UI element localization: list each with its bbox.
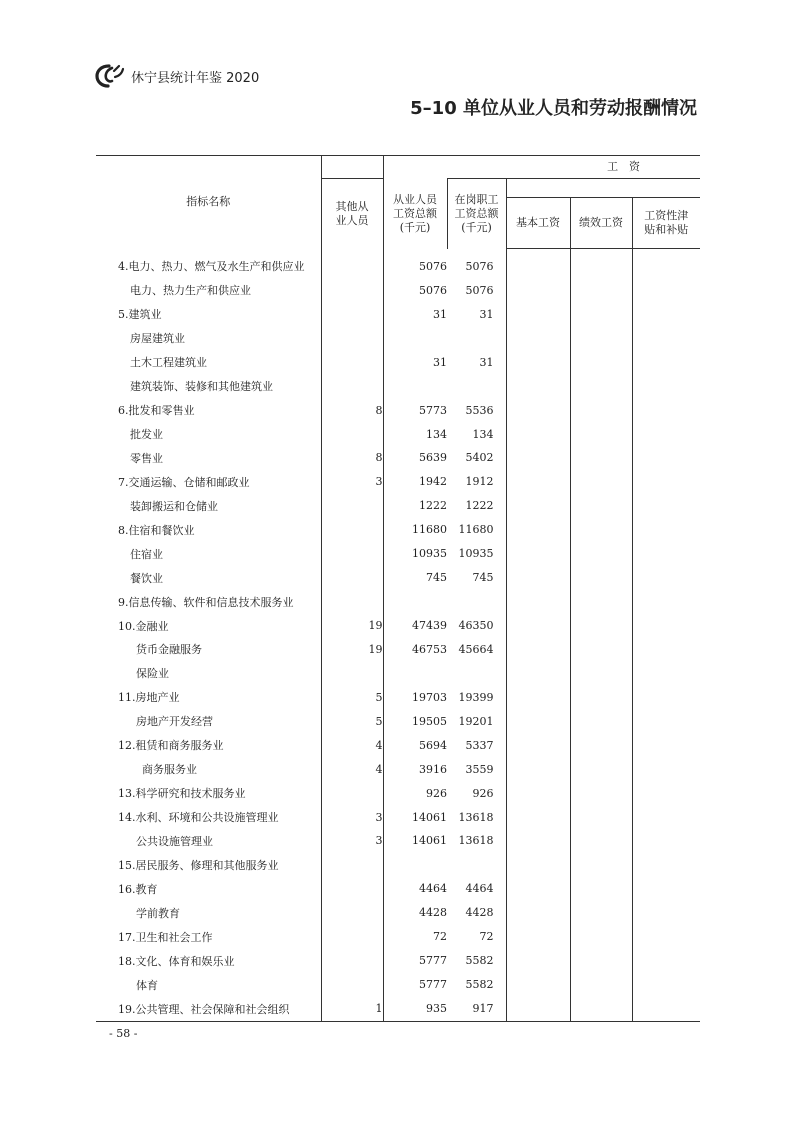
- row-onpost-wages: 13618: [458, 834, 494, 848]
- row-allowance: [632, 422, 700, 446]
- row-basic: [506, 805, 570, 829]
- row-basic: [506, 398, 570, 422]
- row-other-staff: [321, 590, 383, 614]
- table-row: [96, 470, 700, 494]
- row-performance: [570, 470, 632, 494]
- row-basic: [506, 422, 570, 446]
- row-name: 4.电力、热力、燃气及水生产和供应业: [118, 260, 305, 274]
- row-performance: [570, 542, 632, 566]
- row-name: 16.教育: [118, 882, 158, 896]
- row-onpost-wages: 5536: [465, 403, 494, 417]
- row-allowance: [632, 470, 700, 494]
- row-onpost-wages: [447, 374, 506, 398]
- row-name: 7.交通运输、仓储和邮政业: [118, 475, 250, 489]
- row-other-staff: [321, 326, 383, 350]
- row-basic: [506, 566, 570, 590]
- row-allowance: [632, 446, 700, 470]
- row-allowance: [632, 374, 700, 398]
- row-total-wages: 10935: [383, 542, 447, 566]
- page-title: 5–10 单位从业人员和劳动报酬情况: [410, 98, 697, 119]
- row-name: 土木工程建筑业: [130, 356, 207, 370]
- row-name: 保险业: [136, 667, 169, 681]
- row-performance: [570, 590, 632, 614]
- row-basic: [506, 685, 570, 709]
- row-onpost-wages: 926: [472, 786, 494, 800]
- row-allowance: [632, 733, 700, 757]
- header-basic: 基本工资: [506, 198, 570, 249]
- row-total-wages: 5639: [383, 446, 447, 470]
- row-onpost-wages: 13618: [458, 810, 494, 824]
- row-performance: [570, 949, 632, 973]
- header-allowance-text: 工资性津贴和补贴: [644, 209, 689, 236]
- row-onpost-wages: 46350: [458, 619, 494, 633]
- row-name: 15.居民服务、修理和其他服务业: [118, 858, 279, 872]
- row-other-staff: [321, 925, 383, 949]
- yearbook-logo-icon: [95, 63, 125, 89]
- row-basic: [506, 590, 570, 614]
- header-wages-group: 工 资: [383, 156, 700, 179]
- row-basic: [506, 877, 570, 901]
- row-allowance: [632, 661, 700, 685]
- table-row: [96, 685, 700, 709]
- row-onpost-wages: 5402: [465, 451, 494, 465]
- row-name: 10.金融业: [118, 619, 169, 633]
- row-onpost-wages: 31: [479, 355, 494, 369]
- row-onpost-wages: [447, 661, 506, 685]
- table-row: [96, 757, 700, 781]
- table-row: [96, 278, 700, 302]
- row-other-staff: [321, 302, 383, 326]
- row-onpost-wages: 31: [479, 307, 494, 321]
- row-basic: [506, 518, 570, 542]
- row-allowance: [632, 249, 700, 279]
- row-performance: [570, 278, 632, 302]
- row-total-wages: 134: [383, 422, 447, 446]
- row-allowance: [632, 781, 700, 805]
- row-total-wages: 19505: [383, 709, 447, 733]
- table-row: [96, 422, 700, 446]
- row-onpost-wages: [447, 853, 506, 877]
- row-basic: [506, 614, 570, 638]
- row-other-staff: 5: [321, 685, 383, 709]
- row-performance: [570, 877, 632, 901]
- row-other-staff: 3: [321, 829, 383, 853]
- row-basic: [506, 829, 570, 853]
- header-total-wages: [383, 179, 447, 249]
- row-performance: [570, 446, 632, 470]
- table-row: [96, 661, 700, 685]
- row-basic: [506, 901, 570, 925]
- table-row: [96, 350, 700, 374]
- row-other-staff: [321, 661, 383, 685]
- row-total-wages: 926: [383, 781, 447, 805]
- row-basic: [506, 853, 570, 877]
- row-name: 房屋建筑业: [130, 332, 185, 346]
- row-total-wages: 72: [383, 925, 447, 949]
- row-name: 商务服务业: [142, 763, 197, 777]
- row-allowance: [632, 350, 700, 374]
- row-onpost-wages: 5076: [465, 259, 494, 273]
- row-performance: [570, 302, 632, 326]
- row-onpost-wages: 19399: [458, 690, 494, 704]
- row-performance: [570, 685, 632, 709]
- row-other-staff: [321, 249, 383, 279]
- row-total-wages: 3916: [383, 757, 447, 781]
- row-name: 装卸搬运和仓储业: [130, 499, 218, 513]
- row-other-staff: [321, 278, 383, 302]
- row-onpost-wages: 745: [472, 571, 494, 585]
- row-performance: [570, 249, 632, 279]
- row-basic: [506, 494, 570, 518]
- table-row: [96, 925, 700, 949]
- row-onpost-wages: 3559: [465, 762, 494, 776]
- row-name: 5.建筑业: [118, 308, 162, 322]
- row-onpost-wages: 10935: [458, 547, 494, 561]
- row-other-staff: [321, 853, 383, 877]
- table-row: [96, 973, 700, 997]
- table-row: [96, 709, 700, 733]
- row-total-wages: 14061: [383, 829, 447, 853]
- row-other-staff: 8: [321, 446, 383, 470]
- row-basic: [506, 302, 570, 326]
- row-basic: [506, 249, 570, 279]
- row-name: 房地产开发经营: [136, 715, 213, 729]
- table-body: [96, 249, 700, 1022]
- row-allowance: [632, 302, 700, 326]
- row-allowance: [632, 278, 700, 302]
- row-onpost-wages: 5582: [465, 978, 494, 992]
- table-row: [96, 901, 700, 925]
- row-name: 住宿业: [130, 547, 163, 561]
- row-performance: [570, 925, 632, 949]
- row-total-wages: 19703: [383, 685, 447, 709]
- row-allowance: [632, 494, 700, 518]
- row-name: 货币金融服务: [136, 643, 202, 657]
- row-name: 9.信息传输、软件和信息技术服务业: [118, 595, 294, 609]
- row-other-staff: [321, 350, 383, 374]
- row-other-staff: 3: [321, 470, 383, 494]
- row-basic: [506, 278, 570, 302]
- page-number: - 58 -: [109, 1027, 138, 1040]
- row-other-staff: [321, 374, 383, 398]
- header-total-wages-text: 从业人员工资总额(千元): [393, 192, 437, 234]
- header-onpost-wages: [447, 179, 506, 249]
- row-onpost-wages: 5337: [465, 738, 494, 752]
- row-performance: [570, 566, 632, 590]
- row-name: 12.租赁和商务服务业: [118, 739, 224, 753]
- page-header: [95, 62, 259, 90]
- row-basic: [506, 973, 570, 997]
- header-other-staff-text: 其他从业人员: [335, 199, 369, 227]
- row-basic: [506, 997, 570, 1021]
- row-performance: [570, 614, 632, 638]
- row-allowance: [632, 709, 700, 733]
- row-performance: [570, 518, 632, 542]
- row-total-wages: 46753: [383, 638, 447, 662]
- row-total-wages: 5694: [383, 733, 447, 757]
- row-performance: [570, 757, 632, 781]
- row-other-staff: 4: [321, 757, 383, 781]
- row-basic: [506, 446, 570, 470]
- row-allowance: [632, 925, 700, 949]
- row-total-wages: 47439: [383, 614, 447, 638]
- header-spacer-1: [321, 156, 383, 179]
- row-total-wages: 5076: [383, 278, 447, 302]
- row-basic: [506, 757, 570, 781]
- table-row: [96, 781, 700, 805]
- table-row: [96, 302, 700, 326]
- header-indicator: 指标名称: [96, 156, 321, 249]
- table-row: [96, 518, 700, 542]
- row-allowance: [632, 805, 700, 829]
- row-allowance: [632, 638, 700, 662]
- row-allowance: [632, 566, 700, 590]
- row-onpost-wages: [447, 590, 506, 614]
- row-allowance: [632, 829, 700, 853]
- wage-table: [96, 155, 700, 1022]
- row-other-staff: [321, 973, 383, 997]
- row-basic: [506, 925, 570, 949]
- row-other-staff: 5: [321, 709, 383, 733]
- row-total-wages: 5777: [383, 973, 447, 997]
- row-name: 18.文化、体育和娱乐业: [118, 954, 235, 968]
- row-total-wages: 11680: [383, 518, 447, 542]
- row-other-staff: [321, 422, 383, 446]
- table-row: [96, 997, 700, 1021]
- table-row: [96, 877, 700, 901]
- row-allowance: [632, 518, 700, 542]
- row-total-wages: 14061: [383, 805, 447, 829]
- row-performance: [570, 494, 632, 518]
- table-row: [96, 590, 700, 614]
- row-total-wages: 4428: [383, 901, 447, 925]
- row-onpost-wages: 4428: [465, 906, 494, 920]
- table-row: [96, 542, 700, 566]
- row-name: 14.水利、环境和公共设施管理业: [118, 811, 279, 825]
- row-name: 餐饮业: [130, 571, 163, 585]
- row-allowance: [632, 973, 700, 997]
- row-name: 13.科学研究和技术服务业: [118, 787, 246, 801]
- row-basic: [506, 661, 570, 685]
- row-allowance: [632, 757, 700, 781]
- header-performance: 绩效工资: [570, 198, 632, 249]
- table-row: [96, 374, 700, 398]
- row-total-wages: 4464: [383, 877, 447, 901]
- row-name: 公共设施管理业: [136, 834, 213, 848]
- row-performance: [570, 326, 632, 350]
- row-performance: [570, 350, 632, 374]
- row-name: 电力、热力生产和供应业: [130, 284, 251, 298]
- row-total-wages: [383, 374, 447, 398]
- row-basic: [506, 638, 570, 662]
- row-performance: [570, 638, 632, 662]
- row-performance: [570, 374, 632, 398]
- row-other-staff: 4: [321, 733, 383, 757]
- row-total-wages: 5773: [383, 398, 447, 422]
- row-name: 学前教育: [136, 906, 180, 920]
- header-subgroup-spacer: [506, 179, 700, 198]
- row-performance: [570, 733, 632, 757]
- row-onpost-wages: 5582: [465, 954, 494, 968]
- row-total-wages: [383, 590, 447, 614]
- row-performance: [570, 661, 632, 685]
- row-total-wages: 745: [383, 566, 447, 590]
- row-allowance: [632, 997, 700, 1021]
- table-row: [96, 249, 700, 279]
- row-total-wages: 31: [383, 302, 447, 326]
- row-onpost-wages: 11680: [458, 523, 494, 537]
- row-performance: [570, 973, 632, 997]
- row-onpost-wages: [447, 326, 506, 350]
- row-total-wages: 935: [383, 997, 447, 1021]
- row-basic: [506, 733, 570, 757]
- row-basic: [506, 542, 570, 566]
- row-allowance: [632, 901, 700, 925]
- row-total-wages: [383, 326, 447, 350]
- row-onpost-wages: 45664: [458, 642, 494, 656]
- row-performance: [570, 997, 632, 1021]
- row-performance: [570, 829, 632, 853]
- table-row: [96, 949, 700, 973]
- row-other-staff: [321, 518, 383, 542]
- row-onpost-wages: 134: [472, 427, 494, 441]
- row-other-staff: [321, 877, 383, 901]
- header-allowance: [632, 198, 700, 249]
- row-name: 批发业: [130, 428, 163, 442]
- row-performance: [570, 853, 632, 877]
- row-allowance: [632, 949, 700, 973]
- row-other-staff: 3: [321, 805, 383, 829]
- row-basic: [506, 949, 570, 973]
- row-other-staff: [321, 566, 383, 590]
- row-performance: [570, 709, 632, 733]
- row-other-staff: [321, 542, 383, 566]
- row-onpost-wages: 1912: [465, 475, 494, 489]
- row-name: 17.卫生和社会工作: [118, 930, 213, 944]
- row-name: 19.公共管理、社会保障和社会组织: [96, 997, 321, 1021]
- row-onpost-wages: 4464: [465, 882, 494, 896]
- row-name: 建筑装饰、装修和其他建筑业: [130, 380, 273, 394]
- row-name: 11.房地产业: [118, 691, 180, 705]
- row-performance: [570, 422, 632, 446]
- row-allowance: [632, 614, 700, 638]
- row-other-staff: 19: [321, 638, 383, 662]
- table-row: [96, 614, 700, 638]
- row-total-wages: 1222: [383, 494, 447, 518]
- row-other-staff: [321, 494, 383, 518]
- row-other-staff: 8: [321, 398, 383, 422]
- row-total-wages: 5076: [383, 249, 447, 279]
- row-performance: [570, 398, 632, 422]
- row-other-staff: [321, 781, 383, 805]
- row-basic: [506, 781, 570, 805]
- row-name: 6.批发和零售业: [118, 404, 195, 418]
- row-basic: [506, 326, 570, 350]
- table-row: [96, 398, 700, 422]
- row-onpost-wages: 1222: [465, 499, 494, 513]
- row-allowance: [632, 326, 700, 350]
- table-row: [96, 638, 700, 662]
- book-title: 休宁县统计年鉴 2020: [131, 70, 260, 86]
- row-allowance: [632, 398, 700, 422]
- row-basic: [506, 374, 570, 398]
- row-total-wages: [383, 661, 447, 685]
- row-onpost-wages: 5076: [465, 283, 494, 297]
- row-other-staff: [321, 949, 383, 973]
- row-total-wages: 31: [383, 350, 447, 374]
- row-other-staff: [321, 901, 383, 925]
- row-basic: [506, 709, 570, 733]
- row-total-wages: [383, 853, 447, 877]
- row-name: 零售业: [130, 451, 163, 465]
- table-row: [96, 446, 700, 470]
- row-total-wages: 1942: [383, 470, 447, 494]
- row-performance: [570, 781, 632, 805]
- row-basic: [506, 350, 570, 374]
- table-row: [96, 805, 700, 829]
- row-total-wages: 5777: [383, 949, 447, 973]
- row-performance: [570, 805, 632, 829]
- row-other-staff: 19: [321, 614, 383, 638]
- row-allowance: [632, 542, 700, 566]
- row-basic: [506, 470, 570, 494]
- row-allowance: [632, 685, 700, 709]
- table-row: [96, 494, 700, 518]
- table-row: [96, 566, 700, 590]
- row-allowance: [632, 877, 700, 901]
- table-row: [96, 853, 700, 877]
- table-row: [96, 326, 700, 350]
- row-name: 体育: [136, 978, 158, 992]
- row-allowance: [632, 590, 700, 614]
- row-onpost-wages: 917: [447, 997, 506, 1021]
- table-row: [96, 733, 700, 757]
- row-onpost-wages: 72: [479, 930, 494, 944]
- row-performance: [570, 901, 632, 925]
- header-other-staff: [321, 179, 383, 249]
- row-onpost-wages: 19201: [458, 714, 494, 728]
- row-other-staff: 1: [321, 997, 383, 1021]
- row-allowance: [632, 853, 700, 877]
- table-row: [96, 829, 700, 853]
- row-name: 8.住宿和餐饮业: [118, 523, 195, 537]
- header-onpost-wages-text: 在岗职工工资总额(千元): [454, 192, 499, 234]
